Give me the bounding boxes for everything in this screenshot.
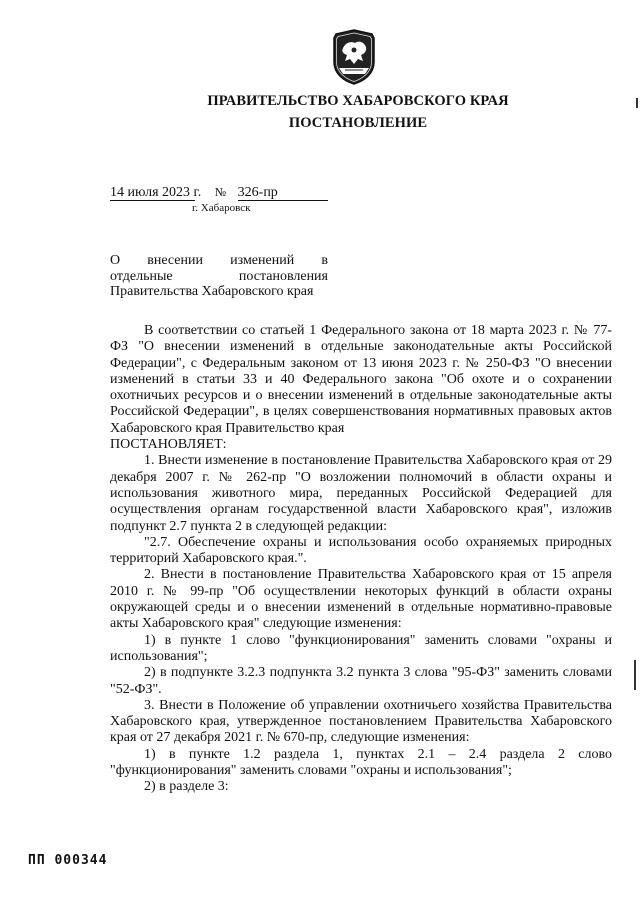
paragraph-item-1: 1. Внести изменение в постановление Правительства Хабаровского края от 29 декабря 2007 г. № 262-пр "О возложении полномочий в области охраны и использования животного мира, переданных Российской Федерацией для осуществления органам государственной власти Хабаровского края", изложив подпункт 2.7 пункта 2 в следующей редакции: xyxy=(110,453,612,534)
paragraph-item-1-text: "2.7. Обеспечение охраны и использования особо охраняемых природных территорий Хабаровского края.". xyxy=(110,534,612,567)
document-type: ПОСТАНОВЛЕНИЕ xyxy=(288,115,428,131)
subject-line-2: отдельные постановления xyxy=(110,268,328,284)
paragraph-item-2-2: 2) в подпункте 3.2.3 подпункта 3.2 пункта 3 слова "95-ФЗ" заменить словами "52-ФЗ". xyxy=(110,665,612,697)
scan-mark xyxy=(634,660,636,690)
date-underline xyxy=(110,200,195,201)
paragraph-resolves: ПОСТАНОВЛЯЕТ: xyxy=(110,437,227,453)
document-number: 326-пр xyxy=(238,186,328,201)
number-sign: № xyxy=(214,185,227,199)
paragraph-item-3: 3. Внести в Положение об управлении охотничьего хозяйства Правительства Хабаровского края, утвержденное постановлением Правительства Хабаровского края от 27 декабря 2021 г. № 670-пр, следующие изменения: xyxy=(110,697,612,746)
document-header xyxy=(38,90,640,134)
organization-name: ПРАВИТЕЛЬСТВО ХАБАРОВСКОГО КРАЯ xyxy=(207,93,509,109)
paragraph-item-2-1: 1) в пункте 1 слово "функционирования" заменить словами "охраны и использования"; xyxy=(110,632,612,664)
subject-line-3: Правительства Хабаровского края xyxy=(110,284,314,299)
date-number-line xyxy=(110,185,328,201)
document-body xyxy=(110,323,612,796)
subject-line-1: О внесении изменений в xyxy=(110,253,328,268)
paragraph-item-2: 2. Внести в постановление Правительства Хабаровского края от 15 апреля 2010 г. № 99-пр "Об осуществлении некоторых функций в области охраны окружающей среды и о внесении изменений в отдельные нормативно-правовые акты Хабаровского края" следующие изменения: xyxy=(110,567,612,632)
paragraph-item-3-1: 1) в пункте 1.2 раздела 1, пунктах 2.1 – 2.4 раздела 2 слово "функционирования" заменить словами "охраны и использования"; xyxy=(110,746,612,779)
form-serial-code: ПП 000344 xyxy=(28,853,108,868)
city: г. Хабаровск xyxy=(192,202,251,214)
document-date: 14 июля 2023 г. xyxy=(110,185,202,200)
paragraph-item-3-2: 2) в разделе 3: xyxy=(144,779,229,795)
coat-of-arms-icon xyxy=(331,28,377,86)
paragraph-preamble: В соответствии со статьей 1 Федерального закона от 18 марта 2023 г. № 77-ФЗ "О внесении изменений в отдельные законодательные акты Российской Федерации", с Федеральным законом от 13 июня 2023 г. № 250-ФЗ "О внесении изменений в статьи 33 и 40 Федерального закона "Об охоте и о сохранении охотничьих ресурсов и о внесении изменений в отдельные законодательные акты Российской Федерации", в целях совершенствования нормативных правовых актов Хабаровского края Правительство края xyxy=(110,323,612,436)
scan-mark xyxy=(636,98,638,108)
document-subject xyxy=(110,253,328,300)
